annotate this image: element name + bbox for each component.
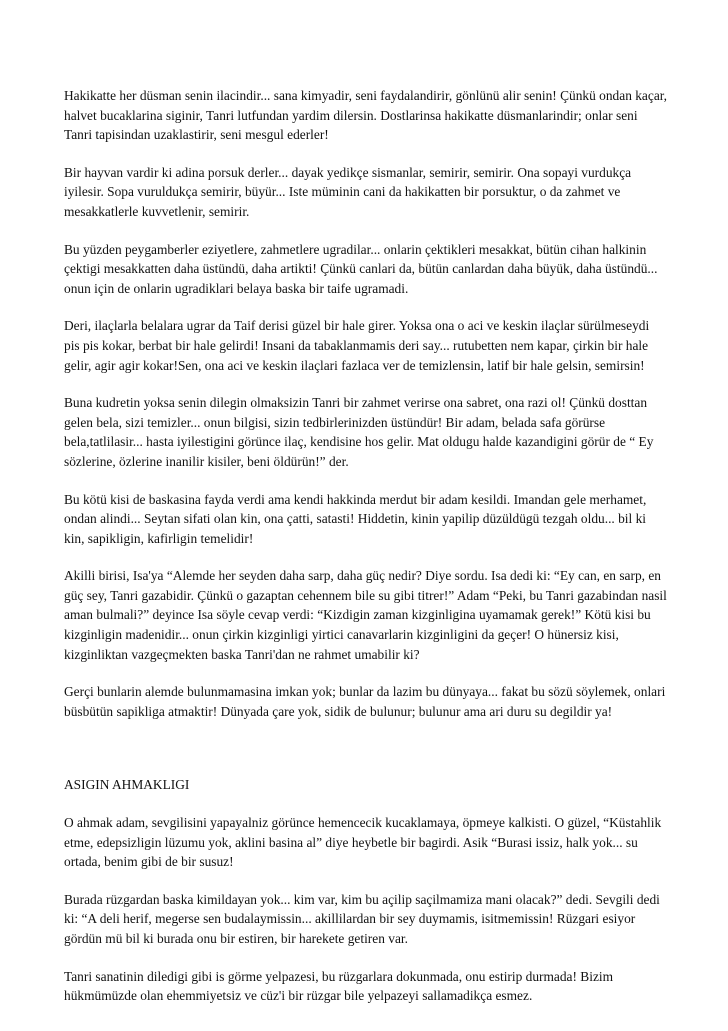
paragraph-patience: Buna kudretin yoksa senin dilegin olmaksizin Tanri bir zahmet verirse ona sabret, ona razi ol! Çünkü dosttan gelen bela, sizi temizler... onun bilgisi, sizin tedbirlerinizden üstündür! Bir adam, belada safa görürse bela,tatlilasir... hasta iyilestigini görünce ilaç, kendisine hos gelir. Mat oldugu halde kazandigini görür de “ Ey sözlerine, özlerine inanilir kisiler, beni öldürün!” der. xyxy=(64,395,654,469)
paragraph-leather: Deri, ilaçlarla belalara ugrar da Taif derisi güzel bir hale girer. Yoksa ona o aci ve keskin ilaçlar sürülmeseydi pis pis kokar, berbat bir hale gelirdi! Insani da tabaklanmamis deri say... rutubetten nem kapar, çirkin bir hale gelir, agir agir kokar!Sen, ona aci ve keskin ilaçlari fazlaca ver de temizlensin, latif bir hale gelsin, semirsin! xyxy=(64,318,650,373)
paragraph-prophets: Bu yüzden peygamberler eziyetlere, zahmetlere ugradilar... onlarin çektikleri mesakkat, bütün cihan halkinin çektigi mesakkatten daha üstündü, daha artikti! Çünkü canlari da, bütün canlardan daha büyük, daha üstündü... onun için de onlarin ugradiklari belaya baska bir taife ugramadi. xyxy=(64,241,658,296)
paragraph-fan: Tanri sanatinin diledigi gibi is görme yelpazesi, bu rüzgarlara dokunmada, onu estirip durmada! Bizim hükmümüzde olan ehemmiyetsiz ve cüz'i bir rüzgar bile yelpazeyi sallamadikça esmez. xyxy=(64,968,614,1004)
paragraph-bad-person: Bu kötü kisi de baskasina fayda verdi ama kendi hakkinda merdut bir adam kesildi. Imandan gele merhamet, ondan alindi... Seytan sifati olan kin, ona çatti, satasti! Hiddetin, kinin yapilip düzüldügü tezgah oldu... bil ki kin, sapikligin, kafirligin temelidir! xyxy=(64,491,647,546)
paragraph-enemy-is-medicine: Hakikatte her düsman senin ilacindir... sana kimyadir, seni faydalandirir, gönlünü alir senin! Çünkü ondan kaçar, halvet bucaklarina siginir, Tanri lutfundan yardim dilersin. Dostlarinsa hakikatte düsmanlarindir; onlar seni Tanri tapisindan uzaklastirir, seni mesgul ederler! xyxy=(64,88,668,143)
document-page xyxy=(64,86,668,1024)
paragraph-foolish-man: O ahmak adam, sevgilisini yapayalniz görünce hemencecik kucaklamaya, öpmeye kalkisti. O güzel, “Küstahlik etme, edepsizligin lüzumu yok, aklini basina al” diye heybetle bir bagirdi. Asik “Burasi issiz, halk yok... su ortada, benim gibi de bir susuz! xyxy=(64,815,662,870)
paragraph-conclusion: Gerçi bunlarin alemde bulunmamasina imkan yok; bunlar da lazim bu dünyaya... fakat bu sözü söylemek, onlari büsbütün sapikliga atmaktir! Dünyada çare yok, sidik de bulunur; bulunur ama ari duru su degildir ya! xyxy=(64,684,666,719)
section-title: ASIGIN AHMAKLIGI xyxy=(64,777,190,793)
section-spacer xyxy=(64,739,668,775)
paragraph-isa-dialogue: Akilli birisi, Isa'ya “Alemde her seyden daha sarp, daha güç nedir? Diye sordu. Isa dedi ki: “Ey can, en sarp, en güç sey, Tanri gazabidir. Çünkü o gazaptan cehennem bile su gibi titrer!” Adam “Peki, bu Tanri gazabindan nasil aman bulmali?” deyince Isa söyle cevap verdi: “Kizdigin zaman kizginligina uyamamak gerek!” Kötü kisi bu kizginligin madenidir... onun çirkin kizginligi yirtici canavarlarin kizginligini da geçer! O hünersiz kisi, kizginliktan vazgeçmekten baska Tanri'dan ne rahmet umabilir ki? xyxy=(64,568,667,662)
paragraph-wind: Burada rüzgardan baska kimildayan yok... kim var, kim bu açilip saçilmamiza mani olacak?” dedi. Sevgili dedi ki: “A deli herif, megerse sen budalaymissin... akillilardan bir sey duymamis, isitmemissin! Rüzgari esiyor gördün mü bil ki burada onu bir estiren, bir harekete getiren var. xyxy=(64,891,660,946)
paragraph-porsuk: Bir hayvan vardir ki adina porsuk derler... dayak yedikçe sismanlar, semirir, semirir. Ona sopayi vurdukça iyilesir. Sopa vuruldukça semirir, büyür... Iste müminin cani da hakikatten bir porsuktur, o da zahmet ve mesakkatlerle kuvvetlenir, semirir. xyxy=(64,164,632,219)
